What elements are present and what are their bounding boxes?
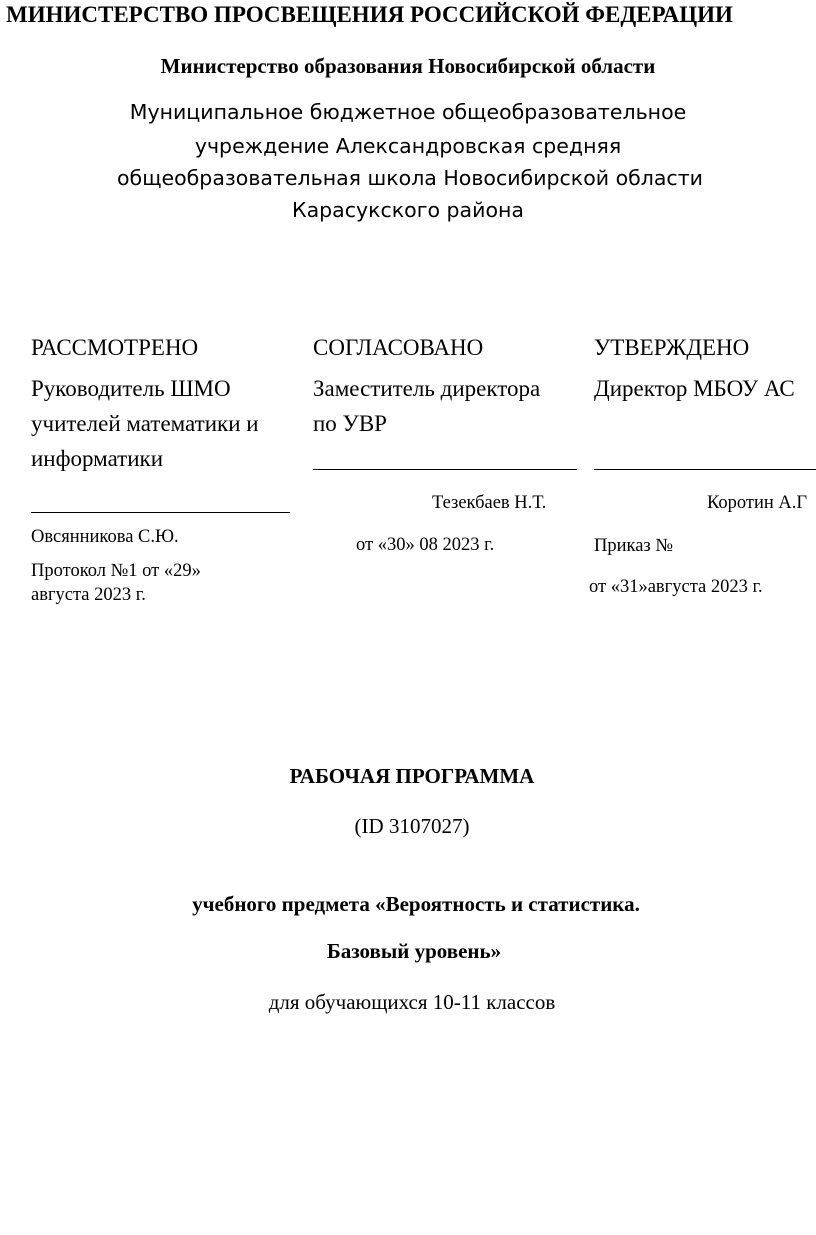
reviewed-protocol-line-2: августа 2023 г. (31, 585, 146, 605)
audience-line: для обучающихся 10-11 классов (268, 990, 556, 1014)
agreed-date: от «30» 08 2023 г. (356, 535, 495, 555)
reviewed-protocol-line-1: Протокол №1 от «29» (31, 561, 201, 581)
agreed-name: Тезекбаев Н.Т. (432, 493, 547, 513)
school-name-line-3: общеобразовательная школа Новосибирской области (117, 166, 703, 190)
program-id: (ID 3107027) (354, 814, 470, 838)
school-name-line-2: учреждение Александровская средняя (194, 134, 622, 158)
approved-signature-line (594, 469, 816, 470)
agreed-role-line-1: Заместитель директора (313, 376, 541, 401)
subject-line-2: Базовый уровень» (326, 939, 502, 963)
agreed-signature-line (313, 469, 577, 470)
program-title: РАБОЧАЯ ПРОГРАММА (289, 764, 535, 788)
agreed-role-line-2: по УВР (313, 411, 387, 436)
ministry-regional-heading: Министерство образования Новосибирской области (160, 54, 656, 78)
approved-order: Приказ № (594, 536, 674, 556)
subject-line-1: учебного предмета «Вероятность и статистика. (192, 892, 640, 916)
reviewed-name: Овсянникова С.Ю. (31, 527, 179, 547)
reviewed-role-line-1: Руководитель ШМО (31, 376, 231, 401)
school-name-line-1: Муниципальное бюджетное общеобразовательное (129, 100, 687, 124)
approved-name: Коротин А.Г (707, 493, 808, 513)
reviewed-role-line-3: информатики (31, 446, 164, 471)
school-name-line-4: Карасукского района (292, 198, 524, 222)
approved-heading: УТВЕРЖДЕНО (594, 335, 750, 360)
agreed-heading: СОГЛАСОВАНО (313, 335, 484, 360)
reviewed-heading: РАССМОТРЕНО (31, 335, 199, 360)
reviewed-signature-line (31, 512, 290, 513)
reviewed-role-line-2: учителей математики и (31, 411, 259, 436)
approved-role: Директор МБОУ АС (594, 376, 795, 401)
approved-date: от «31»августа 2023 г. (589, 577, 763, 597)
ministry-federal-heading: МИНИСТЕРСТВО ПРОСВЕЩЕНИЯ РОССИЙСКОЙ ФЕДЕРАЦИИ (6, 2, 733, 27)
